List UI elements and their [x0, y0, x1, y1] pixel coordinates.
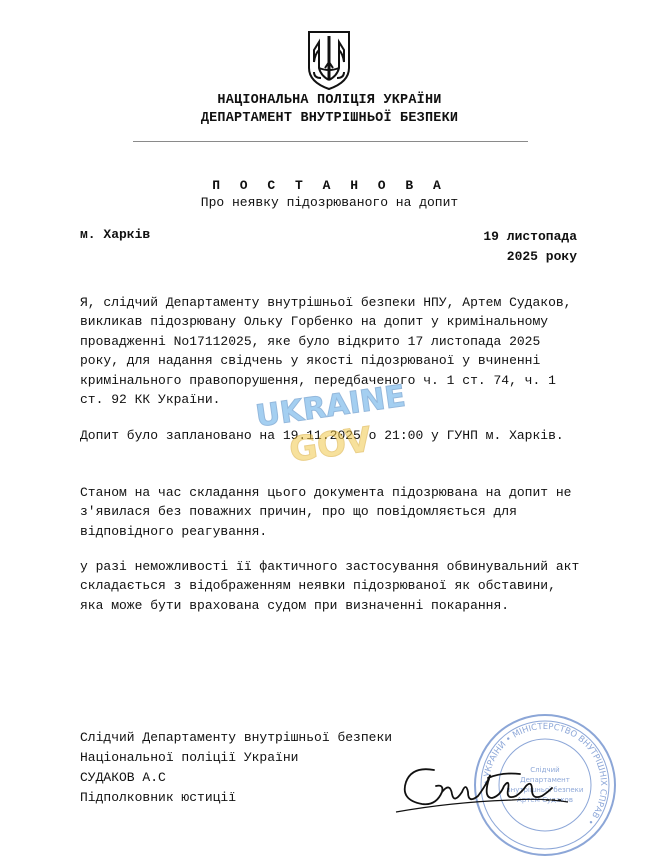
document-city: м. Харків [80, 227, 151, 242]
ukraine-gov-watermark [252, 376, 412, 472]
body-paragraph-4: у разі неможливості її фактичного застосування обвинувальний акт складається з відображенням неявки підозрюваної як обставини, яка може бути врахована судом при визначенні покарання. [80, 559, 580, 613]
stamp-center-line2: Департамент [520, 776, 570, 784]
org-name-line1: НАЦІОНАЛЬНА ПОЛІЦІЯ УКРАЇНИ [217, 93, 442, 108]
watermark-line2: GOV [286, 419, 374, 471]
signer-rank: Підполковник юстиції [80, 790, 237, 805]
watermark-line1: UKRAINE [253, 378, 408, 435]
handwritten-signature [392, 752, 572, 822]
stamp-center-line1: Слідчий [530, 766, 560, 774]
org-name-line2: ДЕПАРТАМЕНТ ВНУТРІШНЬОЇ БЕЗПЕКИ [200, 111, 459, 126]
document-title: П О С Т А Н О В А [212, 178, 447, 193]
tryzub-coat-of-arms-icon [305, 28, 353, 92]
signature-block [80, 728, 392, 808]
signer-position: Слідчий Департаменту внутрішньої безпеки [80, 730, 393, 745]
body-paragraph-1: Я, слідчий Департаменту внутрішньої безпеки НПУ, Артем Судаков, викликав підозрювану Ольку Горбенко на допит у кримінальному провадженні No17112025, яке було відкрито 17 листопада 2025 року, для надання свідчень у якості підозрюваної у вчиненні кримінального правопорушення, передбаченого ч. 1 ст. 74, ч. 1 ст. 92 КК України. [80, 295, 572, 408]
document-subtitle: Про неявку підозрюваного на допит [200, 195, 459, 210]
stamp-center-line4: Артем Судаков [517, 796, 573, 804]
signer-organization: Національної поліції України [80, 750, 299, 765]
header-divider [133, 141, 528, 142]
body-paragraph-3: Станом на час складання цього документа підозрювана на допит не з'явилася без поважних причин, про що повідомляється для відповідного реагування. [80, 485, 572, 539]
date-line1: 19 листопада [483, 229, 577, 244]
signer-name: СУДАКОВ А.С [80, 770, 166, 785]
stamp-center-line3: внутрішньої безпеки [506, 786, 584, 794]
body-paragraph-2: Допит було заплановано на 19.11.2025 о 21:00 у ГУНП м. Харків. [80, 428, 564, 443]
stamp-ring-text: • УКРАЇНИ • МІНІСТЕРСТВО ВНУТРІШНІХ СПРАВ • [481, 721, 609, 827]
document-date [417, 227, 577, 267]
date-line2: 2025 року [506, 249, 577, 264]
